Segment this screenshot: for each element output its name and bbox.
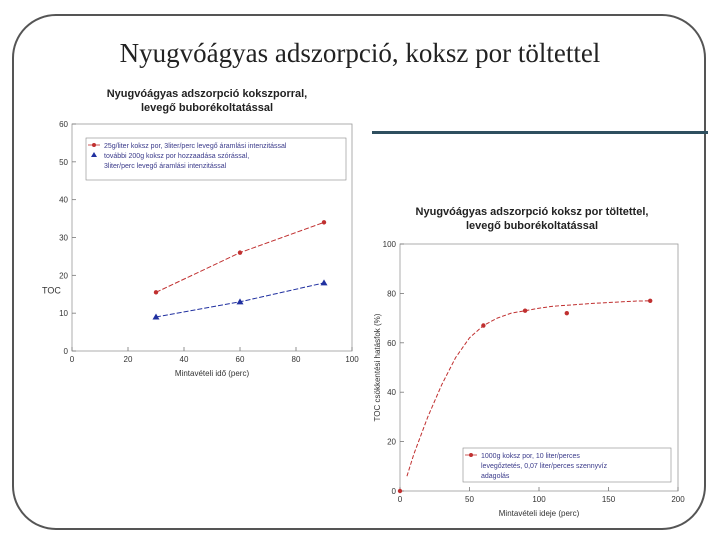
y-tick-label: 60 xyxy=(387,338,396,348)
data-point xyxy=(398,489,402,493)
x-tick-label: 20 xyxy=(123,355,133,364)
y-tick-label: 0 xyxy=(63,347,68,356)
x-tick-label: 0 xyxy=(397,495,403,504)
legend-label: 25g/liter koksz por, 3liter/perc levegő áramlási intenzitással xyxy=(104,143,287,150)
chart-title: levegő buborékoltatással xyxy=(140,102,274,114)
data-point xyxy=(523,308,527,312)
y-tick-label: 40 xyxy=(387,388,396,398)
y-axis-label: TOC csökkentési hatásfok (%) xyxy=(373,313,382,422)
x-axis-label: Mintavételi idő (perc) xyxy=(174,369,250,378)
y-tick-label: 40 xyxy=(59,195,68,205)
y-tick-label: 30 xyxy=(59,233,68,243)
y-tick-label: 20 xyxy=(387,437,396,447)
x-axis-label: Mintavételi ideje (perc) xyxy=(498,509,580,518)
y-tick-label: 0 xyxy=(391,487,396,496)
y-tick-label: 60 xyxy=(59,120,68,129)
y-tick-label: 80 xyxy=(387,289,396,299)
chart-title: Nyugvóágyas adszorpció koksz por töltettel, xyxy=(415,206,649,218)
chart-title: levegő buborékoltatással xyxy=(465,220,599,232)
y-axis-label: TOC xyxy=(42,285,61,296)
x-tick-label: 100 xyxy=(532,495,546,504)
legend-marker xyxy=(469,453,473,457)
data-point xyxy=(481,323,485,327)
data-point xyxy=(648,299,652,303)
chart-title: Nyugvóágyas adszorpció kokszporral, xyxy=(106,88,308,100)
y-tick-label: 10 xyxy=(59,309,68,319)
y-tick-label: 20 xyxy=(59,271,68,281)
x-tick-label: 200 xyxy=(671,495,685,504)
x-tick-label: 100 xyxy=(345,355,359,364)
x-tick-label: 40 xyxy=(179,355,189,364)
legend-label: további 200g koksz por hozzaadása szórással, xyxy=(104,153,250,160)
x-tick-label: 50 xyxy=(465,495,474,504)
data-point xyxy=(565,311,569,315)
y-tick-label: 50 xyxy=(59,157,68,167)
x-tick-label: 0 xyxy=(69,355,75,364)
legend-label: 3liter/perc levegő áramlási intenzitással xyxy=(104,163,227,170)
legend-label: levegőztetés, 0,07 liter/perces szennyvíz xyxy=(481,463,608,470)
y-tick-label: 100 xyxy=(382,240,396,249)
x-tick-label: 60 xyxy=(235,355,245,364)
legend-label: adagolás xyxy=(481,473,510,480)
slide-title: Nyugvóágyas adszorpció, koksz por töltettel xyxy=(119,38,601,68)
legend-label: 1000g koksz por, 10 liter/perces xyxy=(481,453,580,460)
x-tick-label: 150 xyxy=(601,495,616,504)
x-tick-label: 80 xyxy=(291,355,301,364)
